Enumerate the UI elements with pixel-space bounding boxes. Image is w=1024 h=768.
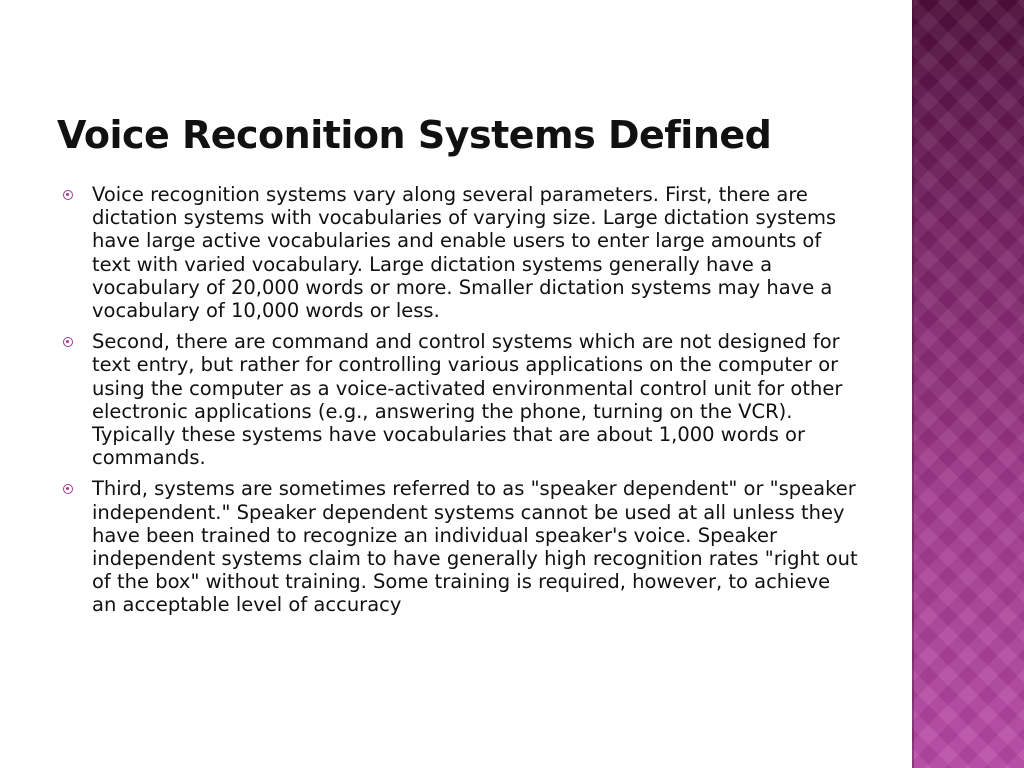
bullet-text: Second, there are command and control systems which are not designed for text entry, but rather for controlling various applications on the computer or using the computer as a voice-activated environmental control unit for other electronic applications (e.g., answering the phone, turning on the VCR). Typically these systems have vocabularies that are about 1,000 words or commands.: [92, 330, 843, 470]
bullet-text: Voice recognition systems vary along several parameters. First, there are dictation systems with vocabularies of varying size. Large dictation systems have large active vocabularies and enable users to enter large amounts of text with varied vocabulary. Large dictation systems generally have a vocabulary of 20,000 words or more. Smaller dictation systems may have a vocabulary of 10,000 words or less.: [92, 183, 837, 323]
slide-title: Voice Reconition Systems Defined: [57, 113, 772, 157]
bullet-list: [60, 183, 860, 625]
bullet-text: Third, systems are sometimes referred to as "speaker dependent" or "speaker independent." Speaker dependent systems cannot be used at all unless they have been trained to recognize an individual speaker's voice. Speaker independent systems claim to have generally high recognition rates "right out of the box" without training. Some training is required, however, to achieve an acceptable level of accuracy: [92, 477, 858, 617]
circle-bullet-icon: [63, 337, 73, 347]
side-band-edge: [912, 0, 914, 768]
bullet-item-1: [60, 183, 860, 322]
decorative-side-band: [912, 0, 1024, 768]
bullet-item-2: [60, 330, 860, 469]
circle-bullet-icon: [63, 190, 73, 200]
bullet-item-3: [60, 477, 860, 616]
circle-bullet-icon: [63, 484, 73, 494]
